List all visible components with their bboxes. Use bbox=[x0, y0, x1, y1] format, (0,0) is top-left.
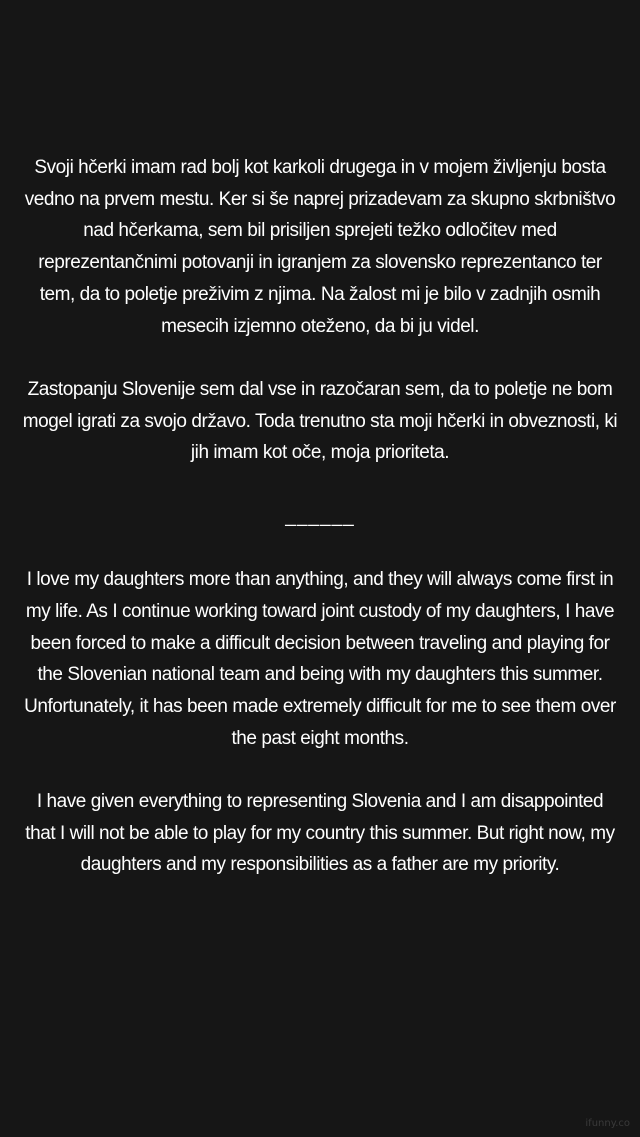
english-paragraph-2: I have given everything to representing Slovenia and I am disappointed that I will not be able to play for my country this summer. But right now, my daughters and my responsibilities as a father are my priority. bbox=[25, 791, 615, 876]
english-paragraph-1: I love my daughters more than anything, and they will always come first in my life. As I continue working toward joint custody of my daughters, I have been forced to make a difficult decision between traveling and playing for the Slovenian national team and being with my daughters this summer. Unfortunately, it has been made extremely difficult for me to see them over the past eight months. bbox=[24, 569, 616, 749]
slovenian-paragraph-1: Svoji hčerki imam rad bolj kot karkoli drugega in v mojem življenju bosta vedno na prvem mestu. Ker si še naprej prizadevam za skupno skrbništvo nad hčerkama, sem bil prisiljen sprejeti težko odločitev med reprezentančnimi potovanji in igranjem za slovensko reprezentanco ter tem, da to poletje preživim z njima. Na žalost mi je bilo v zadnjih osmih mesecih izjemno oteženo, da bi ju videl. bbox=[24, 157, 616, 337]
paragraph-gap bbox=[22, 342, 618, 374]
language-divider: ______ bbox=[285, 505, 355, 527]
paragraph-gap bbox=[22, 469, 618, 501]
watermark-logo: ifunny.co bbox=[585, 1118, 630, 1129]
slovenian-paragraph-2: Zastopanju Slovenije sem dal vse in razočaran sem, da to poletje ne bom mogel igrati za svojo državo. Toda trenutno sta moji hčerki in obveznosti, ki jih imam kot oče, moja prioriteta. bbox=[22, 378, 618, 464]
story-text-block bbox=[0, 152, 640, 881]
paragraph-gap bbox=[22, 532, 618, 564]
paragraph-gap bbox=[22, 754, 618, 786]
